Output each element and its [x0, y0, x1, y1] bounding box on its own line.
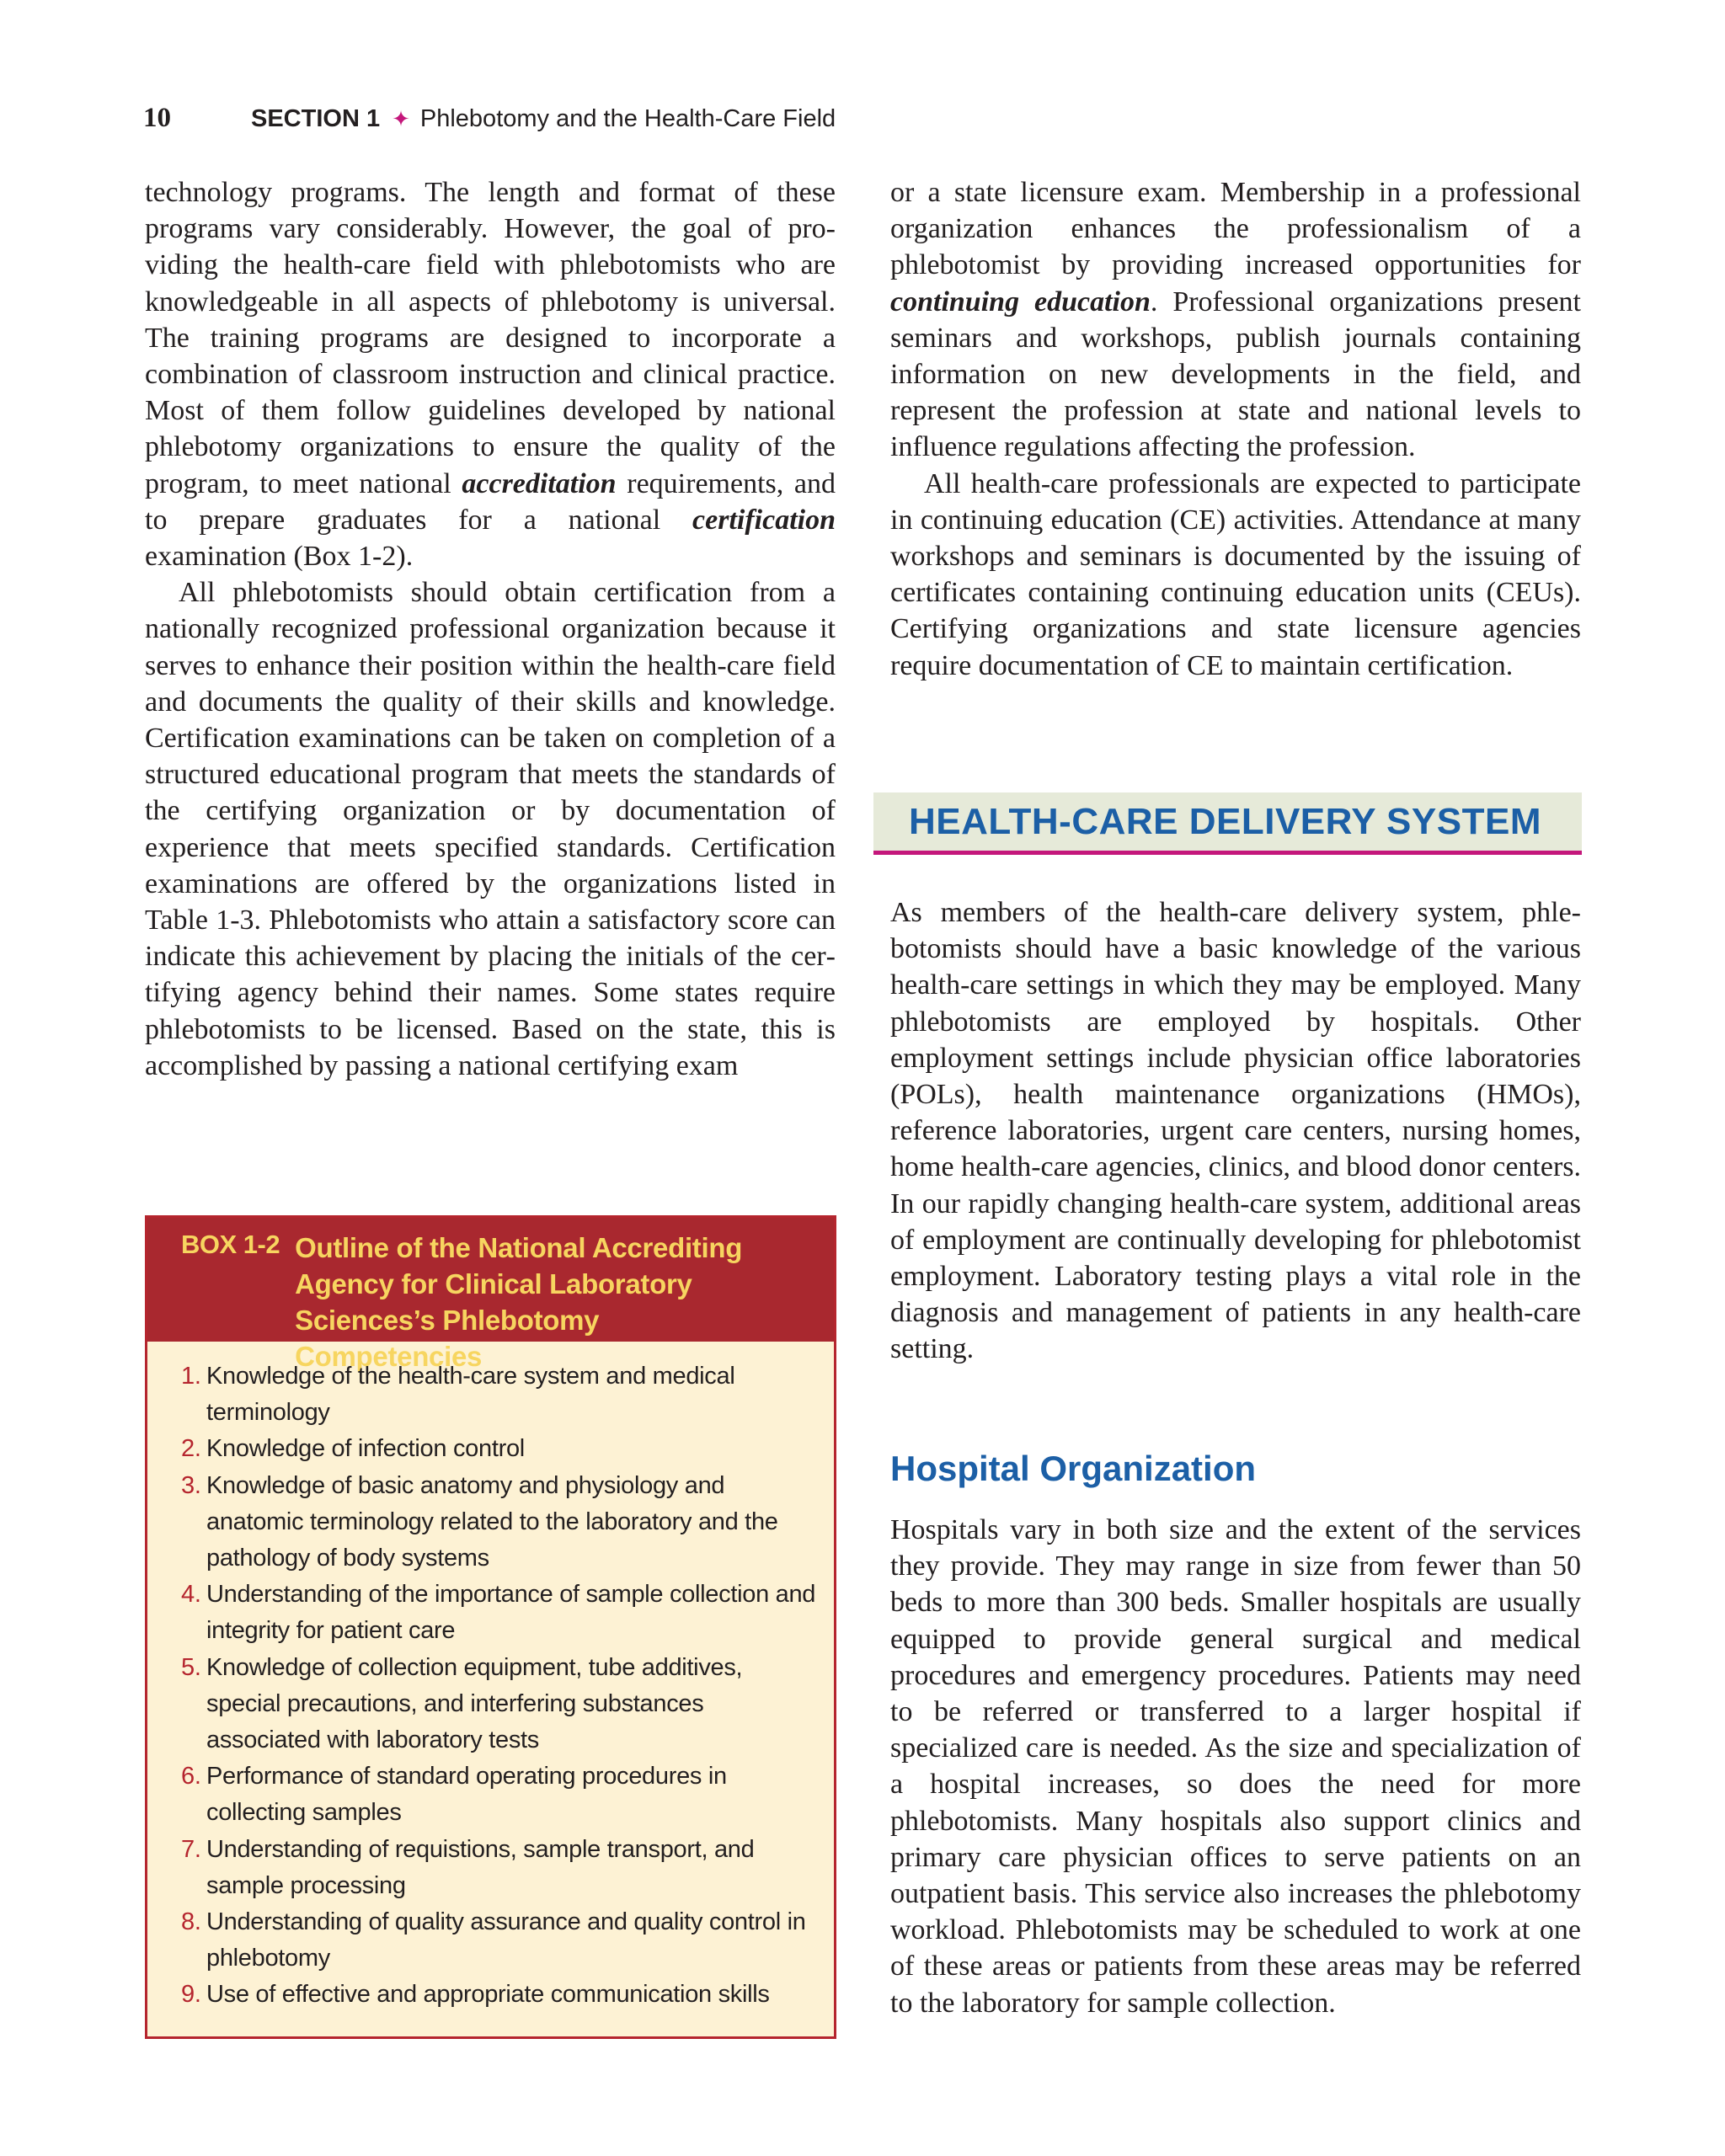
text-run: requirements, and to prepare graduates for a national — [145, 467, 836, 536]
box-1-2 — [145, 1215, 836, 2039]
item-text: Knowledge of basic anatomy and physiology and anatomic terminology related to the laboratory and the pathology of body systems — [206, 1471, 778, 1572]
item-text: Knowledge of collection equipment, tube additives, special precautions, and interfering substances associated with laboratory tests — [206, 1653, 743, 1754]
item-text: Knowledge of the health-care system and medical terminology — [206, 1363, 735, 1427]
hospital-organization-text — [890, 1512, 1581, 2021]
section-title: Phlebotomy and the Health-Care Field — [419, 105, 836, 132]
competency-item — [181, 1650, 817, 1759]
left-paragraph-2: All phlebotomists should obtain certification from a nationally recognized professional organization because it serves to enhance their position within the health-care field and documents the quality of their skills and knowledge. Certification examinations can be taken on completion of a structured educational program that meets the standards of the certifying organization or by documentation of experience that meets specified standards. Certification examinations are offered by the organizations listed in Table 1-3. Phlebotomists who attain a satisfactory score can indicate this achievement by placing the initials of the certifying agency behind their names. Some states require phlebotomists to be licensed. Based on the state, this is accomplished by passing a national certifying exam — [145, 577, 836, 1081]
subheading: Hospital Organization — [890, 1449, 1257, 1488]
key-term-accreditation: accreditation — [462, 467, 617, 499]
item-text: Performance of standard operating procedures in collecting samples — [206, 1763, 727, 1827]
item-text: Understanding of quality assurance and quality control in phlebotomy — [206, 1908, 806, 1972]
item-text: Use of effective and appropriate communication skills — [206, 1981, 770, 2009]
competency-item — [181, 1468, 817, 1577]
section-heading-text: HEALTH-CARE DELIVERY SYSTEM — [909, 800, 1541, 842]
delivery-system-text — [890, 894, 1581, 1368]
item-number: 2. — [181, 1435, 201, 1463]
box-header — [147, 1218, 834, 1372]
item-number: 7. — [181, 1835, 201, 1863]
competency-item — [181, 1904, 817, 1977]
key-term-continuing-education: continuing education — [890, 286, 1151, 318]
delivery-paragraph: As members of the health-care delivery system, phlebotomists should have a basic knowledge of the various health-care settings in which they may be employed. Many phlebotomists are employed by hospitals. Other employment settings include physician office laboratories (POLs), health maintenance organizations (HMOs), reference laboratories, urgent care centers, nursing homes, home health-care agencies, clinics, and blood donor centers. In our rapidly changing health-care system, additional areas of employment are continually developing for phlebotomist employment. Laboratory testing plays a vital role in the diagnosis and management of patients in any health-care setting. — [890, 897, 1581, 1365]
box-title: Outline of the National Accrediting Agency for Clinical Laboratory Sciences’s Phlebotomy Competencies — [295, 1232, 743, 1372]
item-number: 6. — [181, 1763, 201, 1790]
section-label: SECTION 1 — [251, 105, 381, 132]
page-number: 10 — [143, 103, 171, 133]
right-paragraph-1 — [890, 174, 1581, 466]
box-label: BOX 1-2 — [181, 1230, 280, 1259]
competency-item — [181, 1758, 817, 1831]
text-run: technology programs. The length and format of these programs vary considerably. However, the goal of providing the health-care field with phlebotomists who are knowledgeable in all aspects of phlebotomy is universal. The training programs are designed to incorporate a combination of classroom instruction and clinical practice. Most of them follow guidelines developed by national phlebotomy organizations to ensure the quality of the program, to meet national — [145, 177, 836, 499]
item-number: 8. — [181, 1908, 201, 1936]
competency-item — [181, 1832, 817, 1904]
item-number: 9. — [181, 1981, 201, 2009]
right-column-top — [890, 174, 1581, 684]
hospital-paragraph: Hospitals vary in both size and the extent of the services they provide. They may range in size from fewer than 50 beds to more than 300 beds. Smaller hospitals are usually equipped to provide general surgical and medical procedures and emergency procedures. Patients may need to be referred or transferred to a larger hospital if specialized care is needed. As the size and specialization of a hospital increases, so does the need for more phlebotomists. Many hospitals also support clinics and primary care physician offices to serve patients on an outpatient basis. This service also increases the phlebotomy workload. Phlebotomists may be scheduled to work at one of these areas or patients from these areas may be referred to the laboratory for sample collection. — [890, 1514, 1581, 2019]
item-text: Understanding of the importance of sample collection and integrity for patient care — [206, 1581, 816, 1645]
item-number: 3. — [181, 1471, 201, 1499]
left-paragraph-1 — [145, 174, 836, 574]
text-run: or a state licensure exam. Membership in a professional organization enhances the professionalism of a phlebotomist by providing increased opportunities for — [890, 177, 1581, 281]
competency-item — [181, 1431, 817, 1467]
item-text: Understanding of requistions, sample transport, and sample processing — [206, 1835, 755, 1899]
item-number: 5. — [181, 1653, 201, 1681]
competency-item — [181, 1358, 817, 1431]
diamond-icon: ✦ — [392, 107, 410, 132]
item-number: 1. — [181, 1363, 201, 1390]
text-run: . Professional organizations present seminars and workshops, publish journals containing information on new developments in the field, and represent the profession at state and national levels to influence regulations affecting the profession. — [890, 286, 1581, 463]
key-term-certification: certification — [692, 504, 836, 536]
right-paragraph-2: All health-care professionals are expected to participate in continuing education (CE) activities. Attendance at many workshops and seminars is documented by the issuing of certificates containing continuing education units (CEUs). Certifying organizations and state licensure agencies require documentation of CE to maintain certification. — [890, 467, 1581, 681]
running-header — [143, 103, 836, 136]
competency-item — [181, 1977, 817, 2013]
text-run: examination (Box 1-2). — [145, 541, 414, 573]
competency-item — [181, 1577, 817, 1649]
competency-list — [147, 1342, 834, 2014]
item-text: Knowledge of infection control — [206, 1435, 525, 1463]
item-number: 4. — [181, 1581, 201, 1609]
left-column — [145, 174, 836, 1084]
section-heading — [873, 792, 1582, 855]
